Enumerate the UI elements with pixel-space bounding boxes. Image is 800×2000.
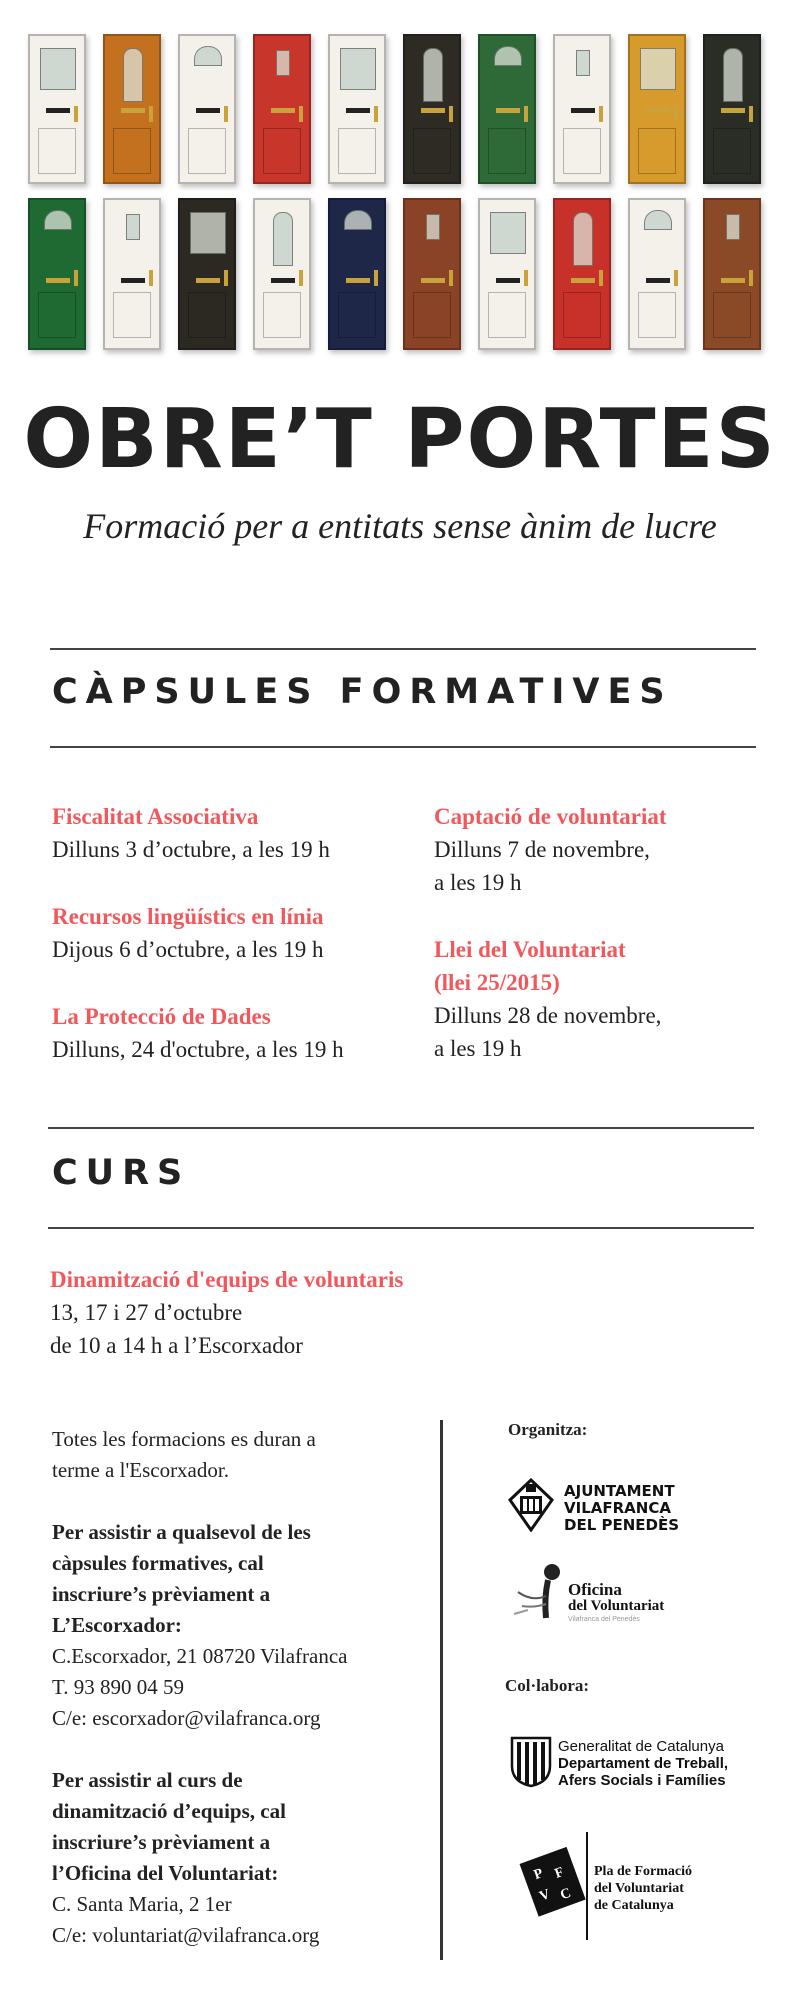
door-handle [374,270,378,286]
door-picture [28,34,86,184]
divider [48,1227,754,1229]
door-panel [713,128,751,174]
capsule-title: Captació de voluntariat [434,804,667,829]
door-panel [38,128,76,174]
door-picture [103,34,161,184]
door-handle [74,106,78,122]
door-handle [299,106,303,122]
capsule-detail: Dilluns 3 d’octubre, a les 19 h [52,837,330,862]
door-panel [263,292,301,338]
door-picture [28,198,86,350]
door-panel [113,128,151,174]
oficina-subname: Vilafranca del Penedès [568,1616,640,1623]
info-text [52,1424,422,1951]
door-picture [478,34,536,184]
info-line-bold: dinamització d’equips, cal [52,1799,286,1823]
door-handle [449,270,453,286]
door-panel [638,128,676,174]
oficina-name: del Voluntariat [568,1598,665,1614]
door-picture [328,34,386,184]
pla-divider [586,1832,588,1940]
ajuntament-name: AJUNTAMENT [564,1482,675,1500]
info-line: Totes les formacions es duran a [52,1427,316,1451]
pla-name: del Voluntariat [594,1881,684,1896]
letter-slot [646,108,670,113]
generalitat-name: Generalitat de Catalunya [558,1738,724,1755]
course-dates: 13, 17 i 27 d’octubre [50,1300,243,1325]
door-window [640,48,676,90]
vertical-divider [440,1420,443,1960]
pla-formacio-logo [516,1832,756,1942]
oficina-name: Oficina [568,1580,622,1599]
capsule-title: Llei del Voluntariat [434,937,626,962]
capsule-title: Recursos lingüístics en línia [52,904,324,929]
door-handle [74,270,78,286]
ajuntament-crest-icon [508,1478,554,1532]
door-picture [253,198,311,350]
door-window [44,210,72,230]
course-title: Dinamització d'equips de voluntaris [50,1267,404,1292]
door-handle [224,270,228,286]
capsule-detail: Dilluns 7 de novembre, [434,837,650,862]
door-window [344,210,372,230]
course-time-place: de 10 a 14 h a l’Escorxador [50,1333,303,1358]
door-picture [628,198,686,350]
pfvc-letter: F [552,1864,567,1882]
section-heading-capsules: CÀPSULES FORMATIVES [52,672,673,712]
letter-slot [346,108,370,113]
pfvc-letter: V [537,1886,553,1905]
info-line-bold: inscriure’s prèviament a [52,1830,271,1854]
door-panel [338,128,376,174]
capsule-detail: a les 19 h [434,870,522,895]
door-handle [374,106,378,122]
page-title: OBRE’T PORTES [23,392,777,487]
info-line-bold: L’Escorxador: [52,1613,182,1637]
door-window [194,46,222,66]
door-window [490,212,526,254]
capsule-detail: Dijous 6 d’octubre, a les 19 h [52,937,324,962]
generalitat-crest-icon [510,1736,552,1788]
door-picture [703,34,761,184]
door-picture [628,34,686,184]
generalitat-dept: Departament de Treball, [558,1755,729,1772]
info-line-bold: inscriure’s prèviament a [52,1582,271,1606]
door-window [644,210,672,230]
email: C/e: voluntariat@vilafranca.org [52,1923,320,1947]
door-panel [413,128,451,174]
capsule-detail: Dilluns, 24 d'octubre, a les 19 h [52,1037,344,1062]
letter-slot [421,108,445,113]
door-window [273,212,293,266]
door-panel [413,292,451,338]
door-picture [553,34,611,184]
door-handle [599,106,603,122]
door-handle [599,270,603,286]
letter-slot [646,278,670,283]
ajuntament-logo [508,1478,708,1538]
door-window [726,214,740,240]
door-handle [749,270,753,286]
info-line-bold: l’Oficina del Voluntariat: [52,1861,279,1885]
pfvc-cube-icon [516,1838,588,1928]
ajuntament-name: VILAFRANCA [564,1499,671,1517]
volunteer-figure-icon [508,1562,568,1628]
door-handle [674,270,678,286]
door-window [123,48,143,102]
door-window [494,46,522,66]
door-panel [188,128,226,174]
door-handle [449,106,453,122]
door-panel [638,292,676,338]
letter-slot [496,108,520,113]
letter-slot [46,278,70,283]
section-heading-curs: CURS [52,1153,191,1193]
door-window [426,214,440,240]
divider [48,1127,754,1129]
door-handle [299,270,303,286]
door-window [190,212,226,254]
door-window [126,214,140,240]
door-panel [713,292,751,338]
capsule-detail: a les 19 h [434,1036,522,1061]
letter-slot [571,108,595,113]
letter-slot [196,278,220,283]
pfvc-letter: C [558,1885,574,1904]
letter-slot [121,108,145,113]
door-panel [488,128,526,174]
door-window [340,48,376,90]
phone: T. 93 890 04 59 [52,1675,185,1699]
letter-slot [46,108,70,113]
door-picture [403,198,461,350]
pla-name: Pla de Formació [594,1864,692,1879]
door-window [576,50,590,76]
letter-slot [721,278,745,283]
door-picture [403,34,461,184]
door-panel [338,292,376,338]
door-handle [224,106,228,122]
generalitat-dept: Afers Socials i Famílies [558,1772,726,1789]
letter-slot [271,108,295,113]
letter-slot [196,108,220,113]
door-window [573,212,593,266]
oficina-voluntariat-logo [508,1562,708,1632]
letter-slot [346,278,370,283]
door-picture [178,34,236,184]
pla-name: de Catalunya [594,1898,674,1913]
door-window [276,50,290,76]
info-line-bold: Per assistir a qualsevol de les [52,1520,311,1544]
address: C.Escorxador, 21 08720 Vilafranca [52,1644,348,1668]
capsule-title: Fiscalitat Associativa [52,804,259,829]
letter-slot [721,108,745,113]
letter-slot [571,278,595,283]
door-window [40,48,76,90]
door-panel [563,292,601,338]
divider [50,648,756,650]
door-panel [263,128,301,174]
door-handle [749,106,753,122]
info-line-bold: Per assistir al curs de [52,1768,243,1792]
door-window [723,48,743,102]
door-handle [524,106,528,122]
door-handle [149,270,153,286]
letter-slot [496,278,520,283]
ajuntament-name: DEL PENEDÈS [564,1516,680,1534]
door-handle [674,106,678,122]
door-picture [703,198,761,350]
door-picture [328,198,386,350]
door-picture [178,198,236,350]
capsule-title: La Protecció de Dades [52,1004,271,1029]
info-line: terme a l'Escorxador. [52,1458,229,1482]
pfvc-letter: P [532,1866,546,1884]
door-picture [478,198,536,350]
letter-slot [421,278,445,283]
capsule-title: (llei 25/2015) [434,970,560,995]
info-line-bold: càpsules formatives, cal [52,1551,264,1575]
generalitat-logo [510,1736,760,1790]
door-picture [253,34,311,184]
page-subtitle: Formació per a entitats sense ànim de lucre [83,506,717,546]
address: C. Santa Maria, 2 1er [52,1892,232,1916]
door-picture [553,198,611,350]
door-handle [524,270,528,286]
capsule-detail: Dilluns 28 de novembre, [434,1003,662,1028]
letter-slot [271,278,295,283]
letter-slot [121,278,145,283]
door-picture [103,198,161,350]
email: C/e: escorxador@vilafranca.org [52,1706,321,1730]
door-panel [488,292,526,338]
col-labora-label: Col·labora: [505,1676,590,1695]
divider [50,746,756,748]
door-window [423,48,443,102]
door-handle [149,106,153,122]
door-panel [38,292,76,338]
door-panel [113,292,151,338]
door-panel [188,292,226,338]
organitza-label: Organitza: [508,1420,588,1439]
door-panel [563,128,601,174]
